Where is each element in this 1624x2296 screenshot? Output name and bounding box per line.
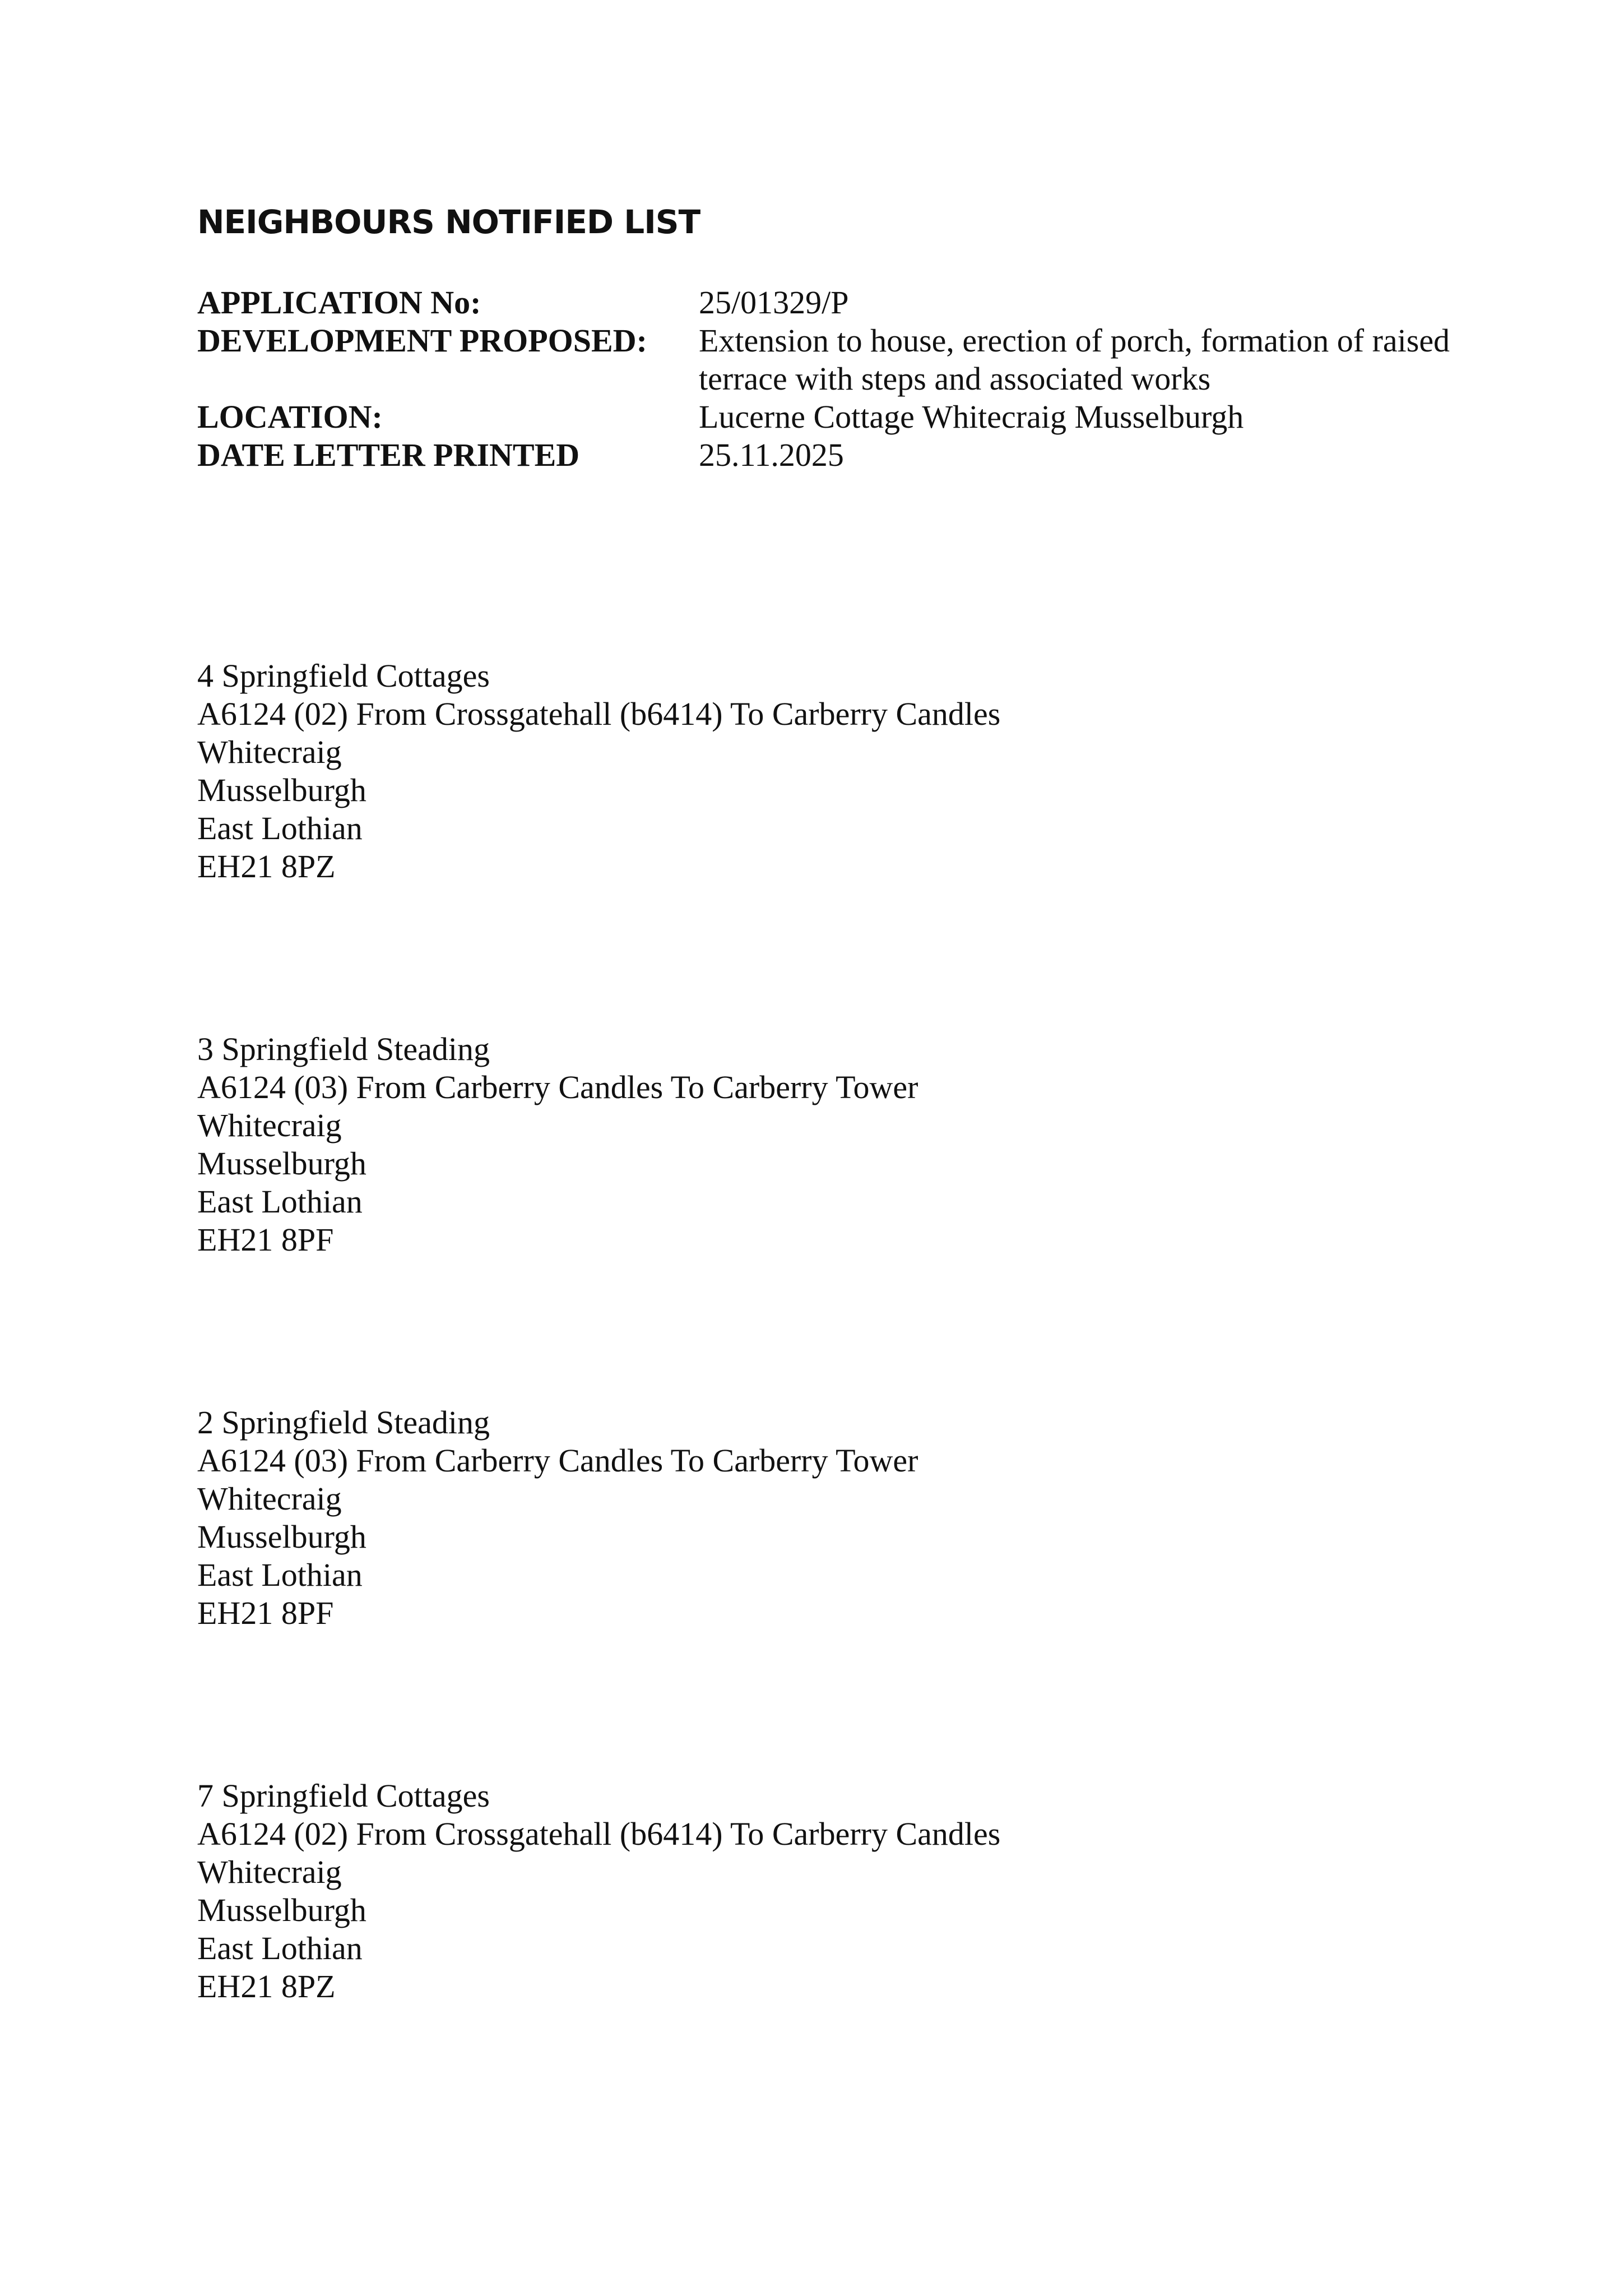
address-line: Whitecraig: [197, 734, 342, 770]
address-postcode: EH21 8PF: [197, 1595, 334, 1631]
page-title: NEIGHBOURS NOTIFIED LIST: [197, 203, 700, 241]
neighbour-address: [197, 657, 1486, 886]
address-postcode: EH21 8PZ: [197, 1968, 336, 2005]
address-postcode: EH21 8PZ: [197, 848, 336, 885]
address-line: 4 Springfield Cottages: [197, 658, 490, 694]
detail-value: 25.11.2025: [699, 437, 844, 473]
detail-row-application-no: [197, 284, 1486, 322]
address-line: A6124 (02) From Crossgatehall (b6414) To Carberry Candles: [197, 696, 1001, 732]
address-line: East Lothian: [197, 810, 363, 846]
detail-label: LOCATION:: [197, 399, 383, 435]
detail-value: Lucerne Cottage Whitecraig Musselburgh: [699, 399, 1244, 435]
detail-value: Extension to house, erection of porch, formation of raised terrace with steps and associated works: [699, 322, 1450, 397]
address-line: 7 Springfield Cottages: [197, 1777, 490, 1814]
address-line: A6124 (03) From Carberry Candles To Carberry Tower: [197, 1442, 918, 1479]
address-line: A6124 (02) From Crossgatehall (b6414) To Carberry Candles: [197, 1816, 1001, 1852]
detail-label: DATE LETTER PRINTED: [197, 437, 580, 473]
address-line: East Lothian: [197, 1930, 363, 1966]
address-line: Musselburgh: [197, 1519, 366, 1555]
detail-row-development-proposed: [197, 322, 1486, 398]
address-line: Musselburgh: [197, 772, 366, 808]
detail-label: APPLICATION No:: [197, 284, 481, 321]
address-line: Whitecraig: [197, 1480, 342, 1517]
address-line: Whitecraig: [197, 1107, 342, 1144]
neighbour-address: [197, 1404, 1486, 1632]
neighbour-address: [197, 1030, 1486, 1259]
neighbour-address: [197, 1777, 1486, 2006]
address-line: East Lothian: [197, 1183, 363, 1220]
address-postcode: EH21 8PF: [197, 1221, 334, 1258]
application-details: [197, 284, 1486, 474]
address-line: 2 Springfield Steading: [197, 1404, 490, 1441]
address-line: Musselburgh: [197, 1145, 366, 1182]
address-line: Whitecraig: [197, 1854, 342, 1890]
address-line: 3 Springfield Steading: [197, 1031, 490, 1067]
detail-row-location: [197, 398, 1486, 436]
address-line: A6124 (03) From Carberry Candles To Carberry Tower: [197, 1069, 918, 1105]
detail-row-date-letter-printed: [197, 436, 1486, 474]
address-line: Musselburgh: [197, 1892, 366, 1928]
detail-value: 25/01329/P: [699, 284, 849, 321]
address-line: East Lothian: [197, 1557, 363, 1593]
detail-label: DEVELOPMENT PROPOSED:: [197, 322, 647, 359]
